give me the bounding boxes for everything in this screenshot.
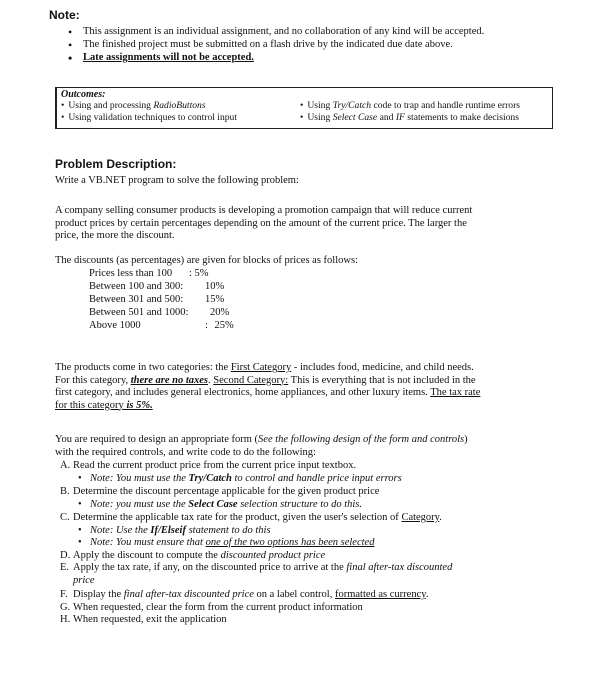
outcomes-box	[55, 87, 553, 129]
step-f: F. Display the final after-tax discounted price on a label control, formatted as currency.	[60, 589, 429, 600]
outcome-trycatch: • Using Try/Catch code to trap and handle runtime errors	[300, 100, 520, 113]
discount-row: Prices less than 100 : 5%	[89, 268, 209, 279]
note-list	[55, 26, 484, 65]
note-item: • The finished project must be submitted on a flash drive by the indicated due date above.	[55, 39, 484, 52]
note-item-late: • Late assignments will not be accepted.	[55, 52, 484, 65]
discounts-intro: The discounts (as percentages) are given for blocks of prices as follows:	[55, 255, 358, 266]
outcome-radiobuttons: • Using and processing RadioButtons	[61, 100, 206, 113]
discount-row: Between 301 and 500: 15%	[89, 294, 225, 305]
step-c: C. Determine the applicable tax rate for the product, given the user's selection of Category.	[60, 512, 442, 523]
note-heading: Note:	[49, 8, 80, 22]
note-item: • This assignment is an individual assignment, and no collaboration of any kind will be accepted.	[55, 26, 484, 39]
step-d: D. Apply the discount to compute the discounted product price	[60, 549, 326, 561]
step-h: H. When requested, exit the application	[60, 614, 227, 625]
step-b: B. Determine the discount percentage applicable for the given product price	[60, 486, 380, 497]
step-b-note: • Note: you must use the Select Case selection structure to do this.	[60, 499, 550, 512]
requirements-list	[60, 460, 550, 627]
step-c-note-2: • Note: You must ensure that one of the two options has been selected	[60, 537, 550, 550]
step-e: E. Apply the tax rate, if any, on the discounted price to arrive at the final after-tax discounted price	[60, 562, 453, 586]
categories-paragraph: The products come in two categories: the First Category - includes food, medicine, and child needs. For this category, there are no taxes. Second Category: This is everything that is not included in the first category, and includes general electronics, home appliances, and other luxury items. The tax rate for this category is 5%.	[55, 362, 481, 411]
outcome-selectcase: • Using Select Case and IF statements to make decisions	[300, 112, 519, 125]
step-a: A. Read the current product price from the current price input textbox.	[60, 460, 357, 471]
step-a-note: • Note: You must use the Try/Catch to control and handle price input errors	[60, 473, 550, 486]
step-g: G. When requested, clear the form from the current product information	[60, 601, 363, 613]
step-c-note-1: • Note: Use the If/Elseif statement to do this	[60, 525, 550, 538]
problem-heading: Problem Description:	[55, 157, 177, 171]
design-paragraph: You are required to design an appropriate form (See the following design of the form and controls) with the required controls, and write code to do the following:	[55, 434, 468, 458]
outcome-validation: • Using validation techniques to control input	[61, 112, 237, 125]
discount-row: Between 100 and 300: 10%	[89, 281, 225, 292]
problem-paragraph: A company selling consumer products is developing a promotion campaign that will reduce current product prices by certain percentages depending on the amount of the current price. The larger the price, the more the discount.	[55, 205, 473, 241]
problem-intro: Write a VB.NET program to solve the following problem:	[55, 175, 299, 186]
discount-row: Between 501 and 1000: 20%	[89, 307, 230, 318]
discount-row: Above 1000 : 25%	[89, 320, 234, 331]
outcomes-label: Outcomes:	[61, 89, 106, 100]
